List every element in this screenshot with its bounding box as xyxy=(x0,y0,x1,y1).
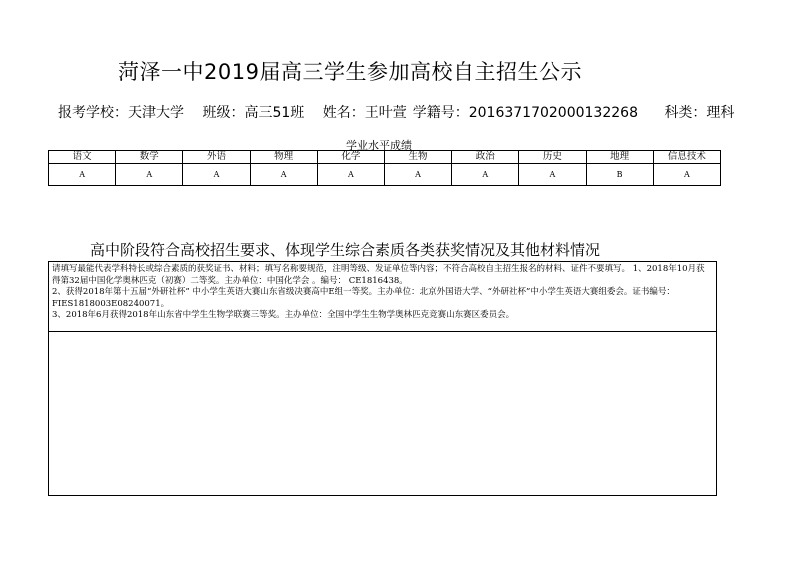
scores-title: 学业水平成绩 xyxy=(346,139,412,152)
awards-paragraph: 2、获得2018年第十五届“外研社杯” 中小学生英语大赛山东省级决赛高中E组一等奖。主办单位：北京外国语大学、“外研社杯”中小学生英语大赛组委会。证书编号：FIES1818003E08240071。 xyxy=(52,287,675,309)
grade-cell: B xyxy=(586,164,653,186)
grade-cell: A xyxy=(183,164,250,186)
header-cell: 外语 xyxy=(183,151,250,164)
grade-cell: A xyxy=(116,164,183,186)
scores-table xyxy=(48,150,721,186)
class-field: 班级：高三51班 xyxy=(202,105,305,121)
header-cell: 信息技术 xyxy=(653,151,720,164)
grade-cell: A xyxy=(384,164,451,186)
header-cell: 生物 xyxy=(384,151,451,164)
scores-header-row xyxy=(49,151,721,164)
name-field: 姓名：王叶萱 xyxy=(322,105,407,121)
awards-paragraph: 3、2018年6月获得2018年山东省中学生生物学联赛三等奖。主办单位：全国中学生生物学奥林匹克竞赛山东赛区委员会。 xyxy=(52,310,515,320)
grade-cell: A xyxy=(452,164,519,186)
student-info-line xyxy=(58,102,800,122)
header-cell: 语文 xyxy=(49,151,116,164)
grade-cell: A xyxy=(49,164,116,186)
grade-cell: A xyxy=(519,164,586,186)
subject-type-field: 科类：理科 xyxy=(664,105,735,121)
grade-cell: A xyxy=(653,164,720,186)
header-cell: 政治 xyxy=(452,151,519,164)
awards-content xyxy=(49,262,716,332)
awards-box xyxy=(48,261,717,496)
header-cell: 地理 xyxy=(586,151,653,164)
header-cell: 历史 xyxy=(519,151,586,164)
student-id-field: 学籍号：2016371702000132268 xyxy=(412,105,638,121)
scores-value-row xyxy=(49,164,721,186)
awards-section-title: 高中阶段符合高校招生要求、体现学生综合素质各类获奖情况及其他材料情况 xyxy=(90,241,601,259)
school-field: 报考学校：天津大学 xyxy=(58,105,184,121)
header-cell: 数学 xyxy=(116,151,183,164)
header-cell: 化学 xyxy=(317,151,384,164)
grade-cell: A xyxy=(317,164,384,186)
page-title: 菏泽一中2019届高三学生参加高校自主招生公示 xyxy=(118,60,582,84)
awards-paragraph: 请填写最能代表学科特长或综合素质的获奖证书、材料；填写名称要规范，注明等级、发证单位等内容；不符合高校自主招生报名的材料、证件不要填写。 1、2018年10月获得第32届中国化学奥林匹克（初赛）二等奖。主办单位：中国化学会 。编号： CE1816438。 xyxy=(52,264,705,286)
header-cell: 物理 xyxy=(250,151,317,164)
grade-cell: A xyxy=(250,164,317,186)
